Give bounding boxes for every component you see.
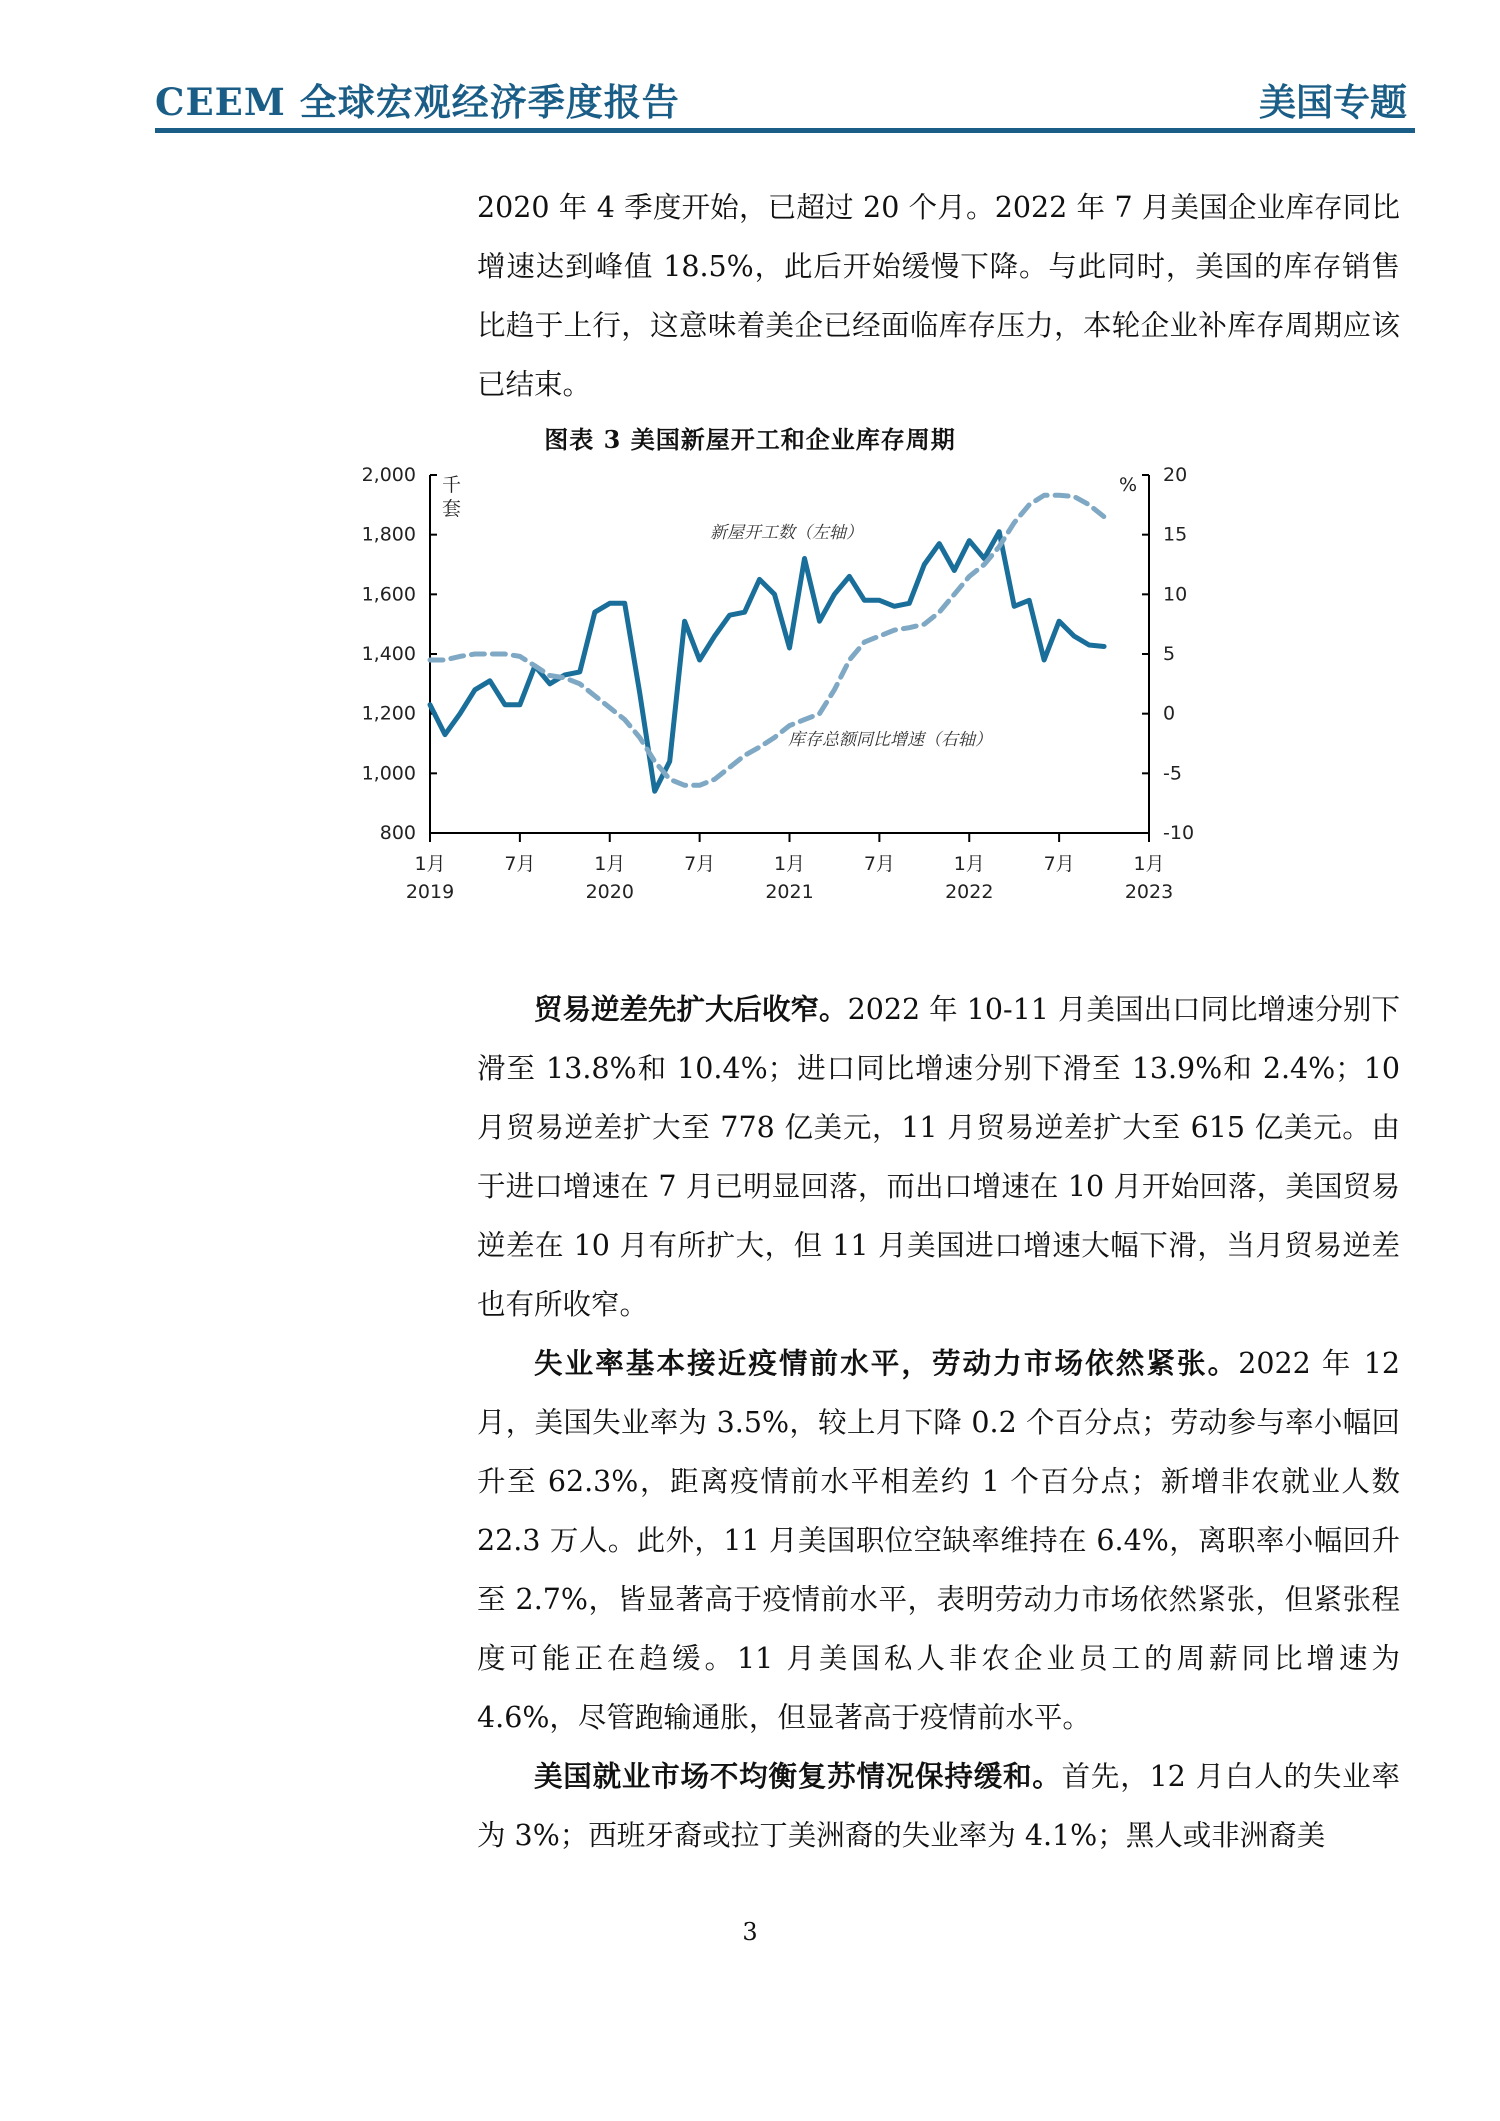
left-axis-unit (442, 474, 461, 520)
left-tick-label: 1,800 (361, 523, 416, 546)
chart (361, 455, 1210, 925)
left-tick-label: 1,200 (361, 702, 416, 725)
x-tick-month-label: 7月 (504, 853, 536, 875)
x-tick-month-label: 7月 (863, 853, 895, 875)
header-rule (155, 128, 1415, 133)
paragraph-4 (477, 1747, 1400, 1865)
x-tick-year-label: 2023 (1124, 881, 1174, 903)
paragraph-3 (477, 1334, 1400, 1747)
paragraph-3-lead: 失业率基本接近疫情前水平，劳动力市场依然紧张。 (534, 1346, 1239, 1380)
x-tick-month-label: 7月 (684, 853, 716, 875)
right-axis-unit: % (1118, 474, 1137, 496)
x-tick-month-label: 1月 (1133, 853, 1165, 875)
paragraph-3-text: 2022 年 12 月，美国失业率为 3.5%，较上月下降 0.2 个百分点；劳动参与率小幅回升至 62.3%，距离疫情前水平相差约 1 个百分点；新增非农就业人数 22.3 万人。此外，11 月美国职位空缺率维持在 6.4%，离职率小幅回升至 2.7%，皆显著高于疫情前水平，表明劳动力市场依然紧张，但紧张程度可能正在趋缓。11 月美国私人非农企业员工的周薪同比增速为 4.6%，尽管跑输通胀，但显著高于疫情前水平。 (477, 1347, 1400, 1734)
left-tick-label: 800 (379, 822, 416, 844)
x-tick-month-label: 1月 (953, 853, 985, 875)
right-tick-label: -10 (1163, 822, 1195, 844)
paragraph-4-lead: 美国就业市场不均衡复苏情况保持缓和。 (534, 1759, 1062, 1793)
x-tick-year-label: 2020 (585, 881, 634, 903)
figure-title: 图表 3 美国新屋开工和企业库存周期 (544, 425, 956, 454)
section-title: 美国专题 (1259, 80, 1407, 124)
right-tick-label: 10 (1163, 583, 1188, 606)
paragraph-2 (477, 980, 1400, 1334)
right-tick-label: 15 (1163, 523, 1188, 546)
left-tick-label: 1,600 (361, 583, 416, 606)
x-tick-month-label: 1月 (773, 853, 806, 875)
left-axis-unit-char: 千 (442, 474, 462, 496)
x-tick-year-label: 2021 (765, 881, 814, 903)
right-tick-label: 20 (1163, 464, 1188, 486)
paragraph-1-text: 2020 年 4 季度开始，已超过 20 个月。2022 年 7 月美国企业库存同比增速达到峰值 18.5%，此后开始缓慢下降。与此同时，美国的库存销售比趋于上行，这意味着美企已经面临库存压力，本轮企业补库存周期应该已结束。 (477, 191, 1400, 401)
x-tick-month-label: 1月 (414, 853, 446, 875)
right-tick-label: 5 (1163, 643, 1176, 665)
x-tick-year-label: 2019 (405, 881, 455, 903)
series-label-housing-starts: 新屋开工数（左轴） (710, 523, 863, 543)
left-axis-unit-char: 套 (442, 498, 462, 520)
series-label-inventory-growth: 库存总额同比增速（右轴） (788, 730, 992, 750)
x-tick-month-label: 7月 (1043, 853, 1075, 875)
x-tick-month-label: 1月 (594, 853, 626, 875)
right-tick-label: -5 (1163, 762, 1182, 785)
paragraph-1 (477, 178, 1400, 414)
report-title: CEEM 全球宏观经济季度报告 (155, 80, 680, 124)
left-tick-label: 1,400 (361, 643, 416, 665)
x-tick-year-label: 2022 (945, 881, 994, 903)
housing-starts-line (430, 532, 1104, 792)
page-number: 3 (742, 1918, 758, 1946)
paragraph-4-text: 首先，12 月白人的失业率为 3%；西班牙裔或拉丁美洲裔的失业率为 4.1%；黑人或非洲裔美 (477, 1760, 1400, 1852)
right-tick-label: 0 (1163, 702, 1176, 725)
left-tick-label: 1,000 (361, 762, 416, 785)
left-tick-label: 2,000 (361, 464, 416, 486)
paragraph-2-text: 2022 年 10-11 月美国出口同比增速分别下滑至 13.8%和 10.4%；进口同比增速分别下滑至 13.9%和 2.4%；10 月贸易逆差扩大至 778 亿美元，11 月贸易逆差扩大至 615 亿美元。由于进口增速在 7 月已明显回落，而出口增速在 10 月开始回落，美国贸易逆差在 10 月有所扩大，但 11 月美国进口增速大幅下滑，当月贸易逆差也有所收窄。 (477, 993, 1400, 1321)
paragraph-2-lead: 贸易逆差先扩大后收窄。 (534, 992, 848, 1026)
